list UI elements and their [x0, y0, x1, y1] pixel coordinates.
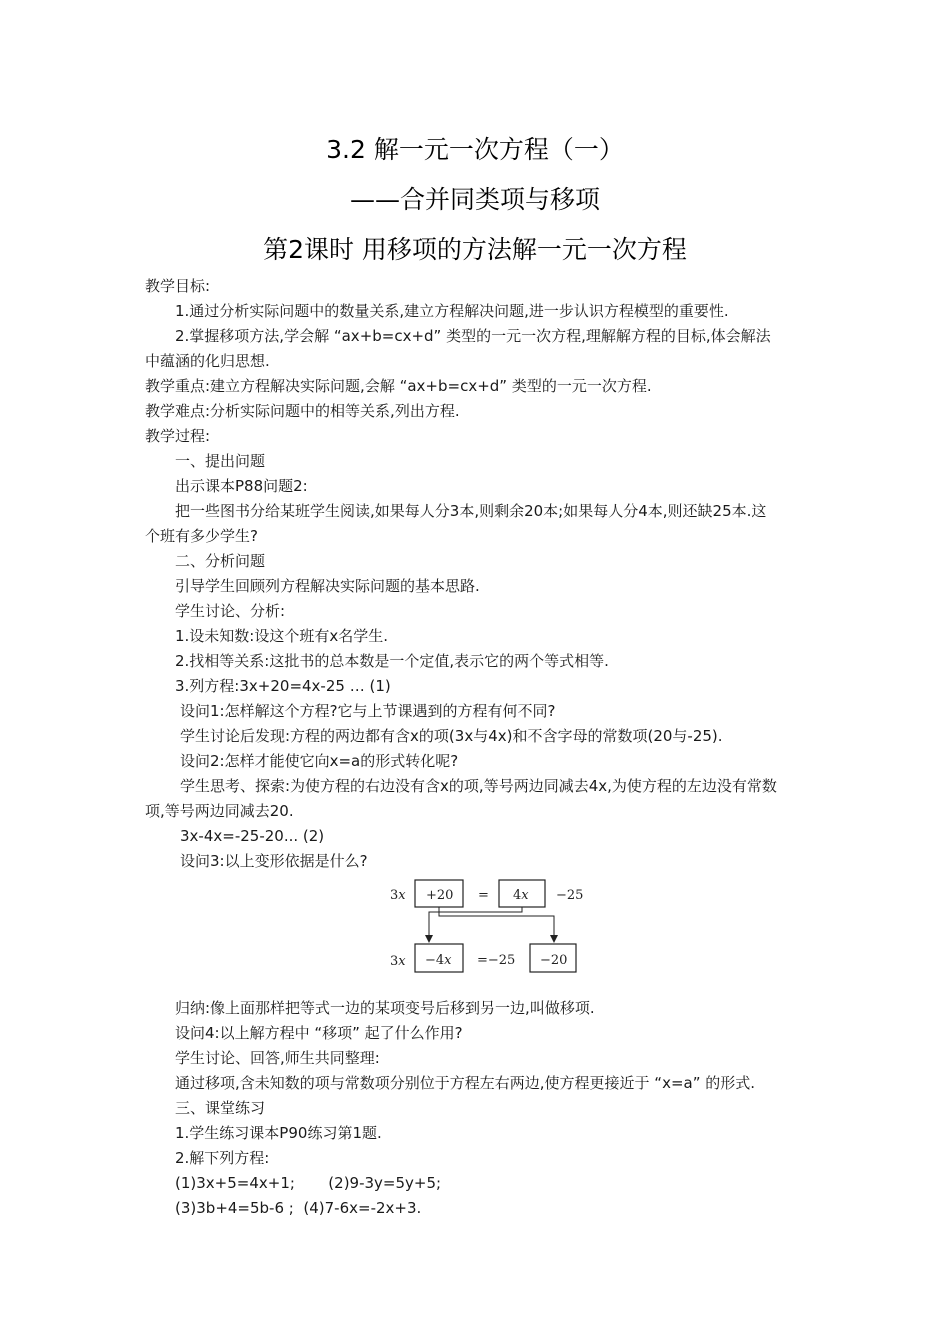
- diagram-term-minus4x: −4x: [425, 953, 452, 968]
- subsection-heading: 一、提出问题: [175, 452, 266, 470]
- paragraph-line: 学生思考、探索:为使方程的右边没有含x的项,等号两边同减去4x,为使方程的左边没有常数: [180, 777, 777, 795]
- diagram-term-3x-bottom: 3x: [390, 954, 406, 969]
- paragraph-line: 1.设未知数:设这个班有x名学生.: [175, 627, 389, 645]
- diagram-term-minus25: −25: [556, 888, 584, 903]
- paragraph-line: 通过移项,含未知数的项与常数项分别位于方程左右两边,使方程更接近于 “x=a” 的形式.: [175, 1074, 756, 1092]
- diagram-term-3x: 3x: [390, 888, 406, 903]
- page-subtitle: ——合并同类项与移项: [349, 185, 600, 214]
- paragraph-line: 设问2:怎样才能使它向x=a的形式转化呢?: [180, 752, 459, 770]
- paragraph-line: 2.掌握移项方法,学会解 “ax+b=cx+d” 类型的一元一次方程,理解解方程的目标,体会解法: [175, 327, 771, 345]
- paragraph-line: 个班有多少学生?: [145, 527, 258, 545]
- arrow-4x-to-minus4x: [429, 907, 522, 941]
- section-heading-objectives: 教学目标:: [145, 277, 211, 295]
- paragraph-line: 1.学生练习课本P90练习第1题.: [175, 1124, 382, 1142]
- paragraph-line: 项,等号两边同减去20.: [145, 802, 294, 820]
- paragraph-line: 设问3:以上变形依据是什么?: [180, 852, 368, 870]
- diagram-equals-minus25: =−25: [477, 953, 516, 968]
- diagram-equals: =: [478, 888, 489, 903]
- paragraph-line: 设问4:以上解方程中 “移项” 起了什么作用?: [175, 1024, 463, 1042]
- diagram-term-plus20: +20: [426, 888, 454, 903]
- paragraph-line: 2.找相等关系:这批书的总本数是一个定值,表示它的两个等式相等.: [175, 652, 609, 670]
- paragraph-line: 把一些图书分给某班学生阅读,如果每人分3本,则剩余20本;如果每人分4本,则还缺25本.这: [175, 502, 767, 520]
- arrow-head-icon: [425, 935, 433, 943]
- paragraph-line: 3.列方程:3x+20=4x-25 … (1): [175, 677, 391, 695]
- transposition-diagram: [385, 875, 585, 980]
- paragraph-line: 教学重点:建立方程解决实际问题,会解 “ax+b=cx+d” 类型的一元一次方程.: [145, 377, 652, 395]
- paragraph-line: 学生讨论后发现:方程的两边都有含x的项(3x与4x)和不含字母的常数项(20与-25).: [180, 727, 723, 745]
- paragraph-line: 引导学生回顾列方程解决实际问题的基本思路.: [175, 577, 480, 595]
- paragraph-line: 学生讨论、分析:: [175, 602, 286, 620]
- paragraph-line: 出示课本P88问题2:: [175, 477, 308, 495]
- subsection-heading: 三、课堂练习: [175, 1099, 266, 1117]
- paragraph-line: 1.通过分析实际问题中的数量关系,建立方程解决问题,进一步认识方程模型的重要性.: [175, 302, 729, 320]
- paragraph-line: 2.解下列方程:: [175, 1149, 270, 1167]
- paragraph-line: 3x-4x=-25-20... (2): [180, 827, 325, 845]
- paragraph-line: 归纳:像上面那样把等式一边的某项变号后移到另一边,叫做移项.: [175, 999, 595, 1017]
- paragraph-line: 学生讨论、回答,师生共同整理:: [175, 1049, 380, 1067]
- paragraph-line: 中蕴涵的化归思想.: [145, 352, 270, 370]
- paragraph-line: 设问1:怎样解这个方程?它与上节课遇到的方程有何不同?: [180, 702, 556, 720]
- lesson-title: 第2课时 用移项的方法解一元一次方程: [263, 235, 687, 264]
- page-title: 3.2 解一元一次方程（一）: [326, 135, 624, 164]
- paragraph-line: 教学难点:分析实际问题中的相等关系,列出方程.: [145, 402, 460, 420]
- section-heading-process: 教学过程:: [145, 427, 211, 445]
- subsection-heading: 二、分析问题: [175, 552, 266, 570]
- exercise-line: (3)3b+4=5b-6 ; (4)7-6x=-2x+3.: [175, 1199, 422, 1217]
- diagram-term-4x: 4x: [513, 888, 529, 903]
- diagram-term-minus20: −20: [540, 953, 568, 968]
- arrow-head-icon: [550, 935, 558, 943]
- exercise-line: (1)3x+5=4x+1; (2)9-3y=5y+5;: [175, 1174, 442, 1192]
